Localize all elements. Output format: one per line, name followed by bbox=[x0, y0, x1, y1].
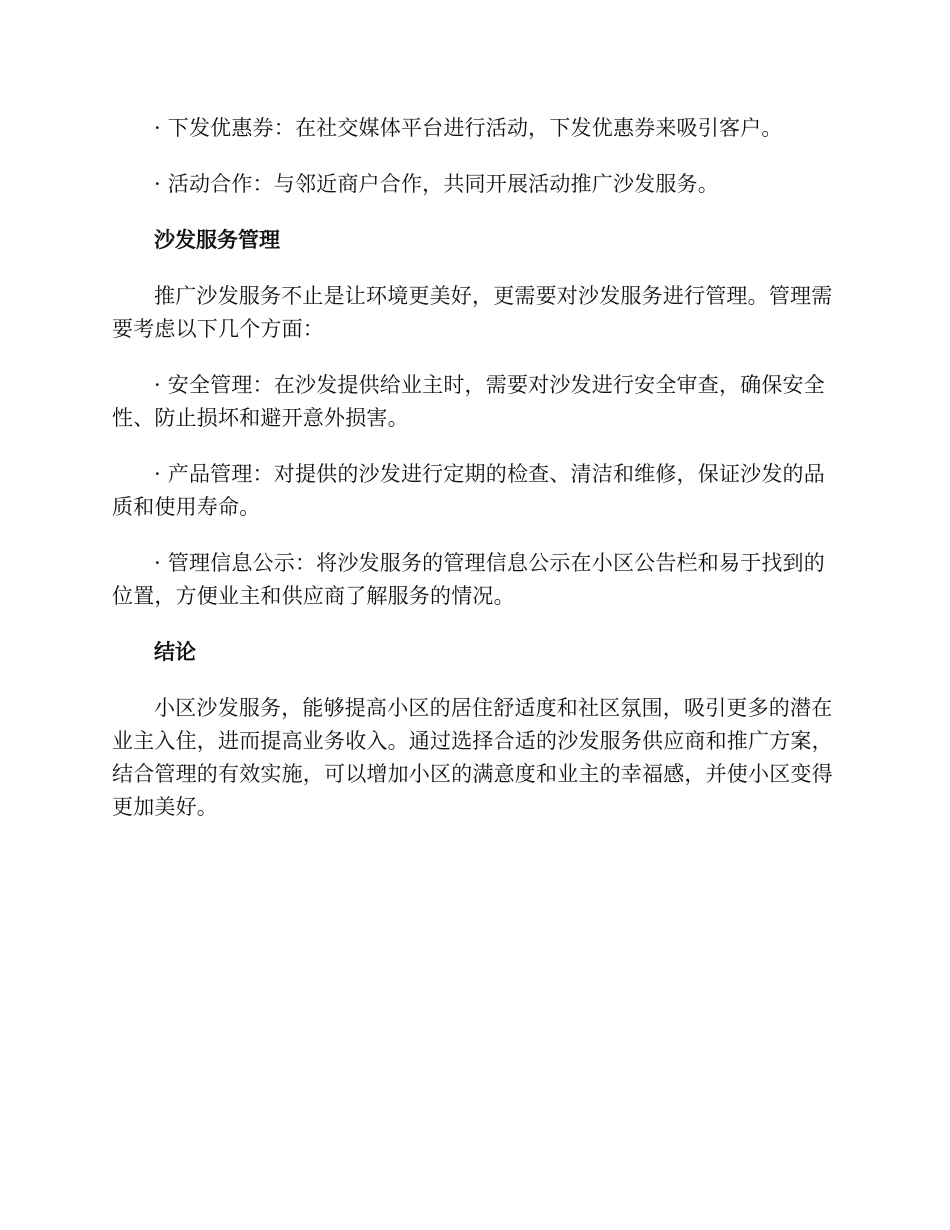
bullet-safety-management: · 安全管理：在沙发提供给业主时，需要对沙发进行安全审查，确保安全性、防止损坏和避开意外损害。 bbox=[112, 373, 825, 430]
bullet-info-disclosure: · 管理信息公示：将沙发服务的管理信息公示在小区公告栏和易于找到的位置，方便业主和供应商了解服务的情况。 bbox=[112, 551, 825, 608]
bullet-coupons: · 下发优惠券：在社交媒体平台进行活动，下发优惠券来吸引客户。 bbox=[154, 116, 783, 140]
section-heading-sofa-service-management: 沙发服务管理 bbox=[154, 228, 280, 252]
management-intro-paragraph: 推广沙发服务不止是让环境更美好，更需要对沙发服务进行管理。管理需要考虑以下几个方面： bbox=[112, 284, 833, 341]
conclusion-paragraph: 小区沙发服务，能够提高小区的居住舒适度和社区氛围，吸引更多的潜在业主入住，进而提高业务收入。通过选择合适的沙发服务供应商和推广方案，结合管理的有效实施，可以增加小区的满意度和业主的幸福感，并使小区变得更加美好。 bbox=[112, 696, 833, 819]
bullet-product-management: · 产品管理：对提供的沙发进行定期的检查、清洁和维修，保证沙发的品质和使用寿命。 bbox=[112, 462, 825, 519]
section-heading-conclusion: 结论 bbox=[154, 640, 196, 664]
bullet-event-cooperation: · 活动合作：与邻近商户合作，共同开展活动推广沙发服务。 bbox=[154, 172, 719, 196]
